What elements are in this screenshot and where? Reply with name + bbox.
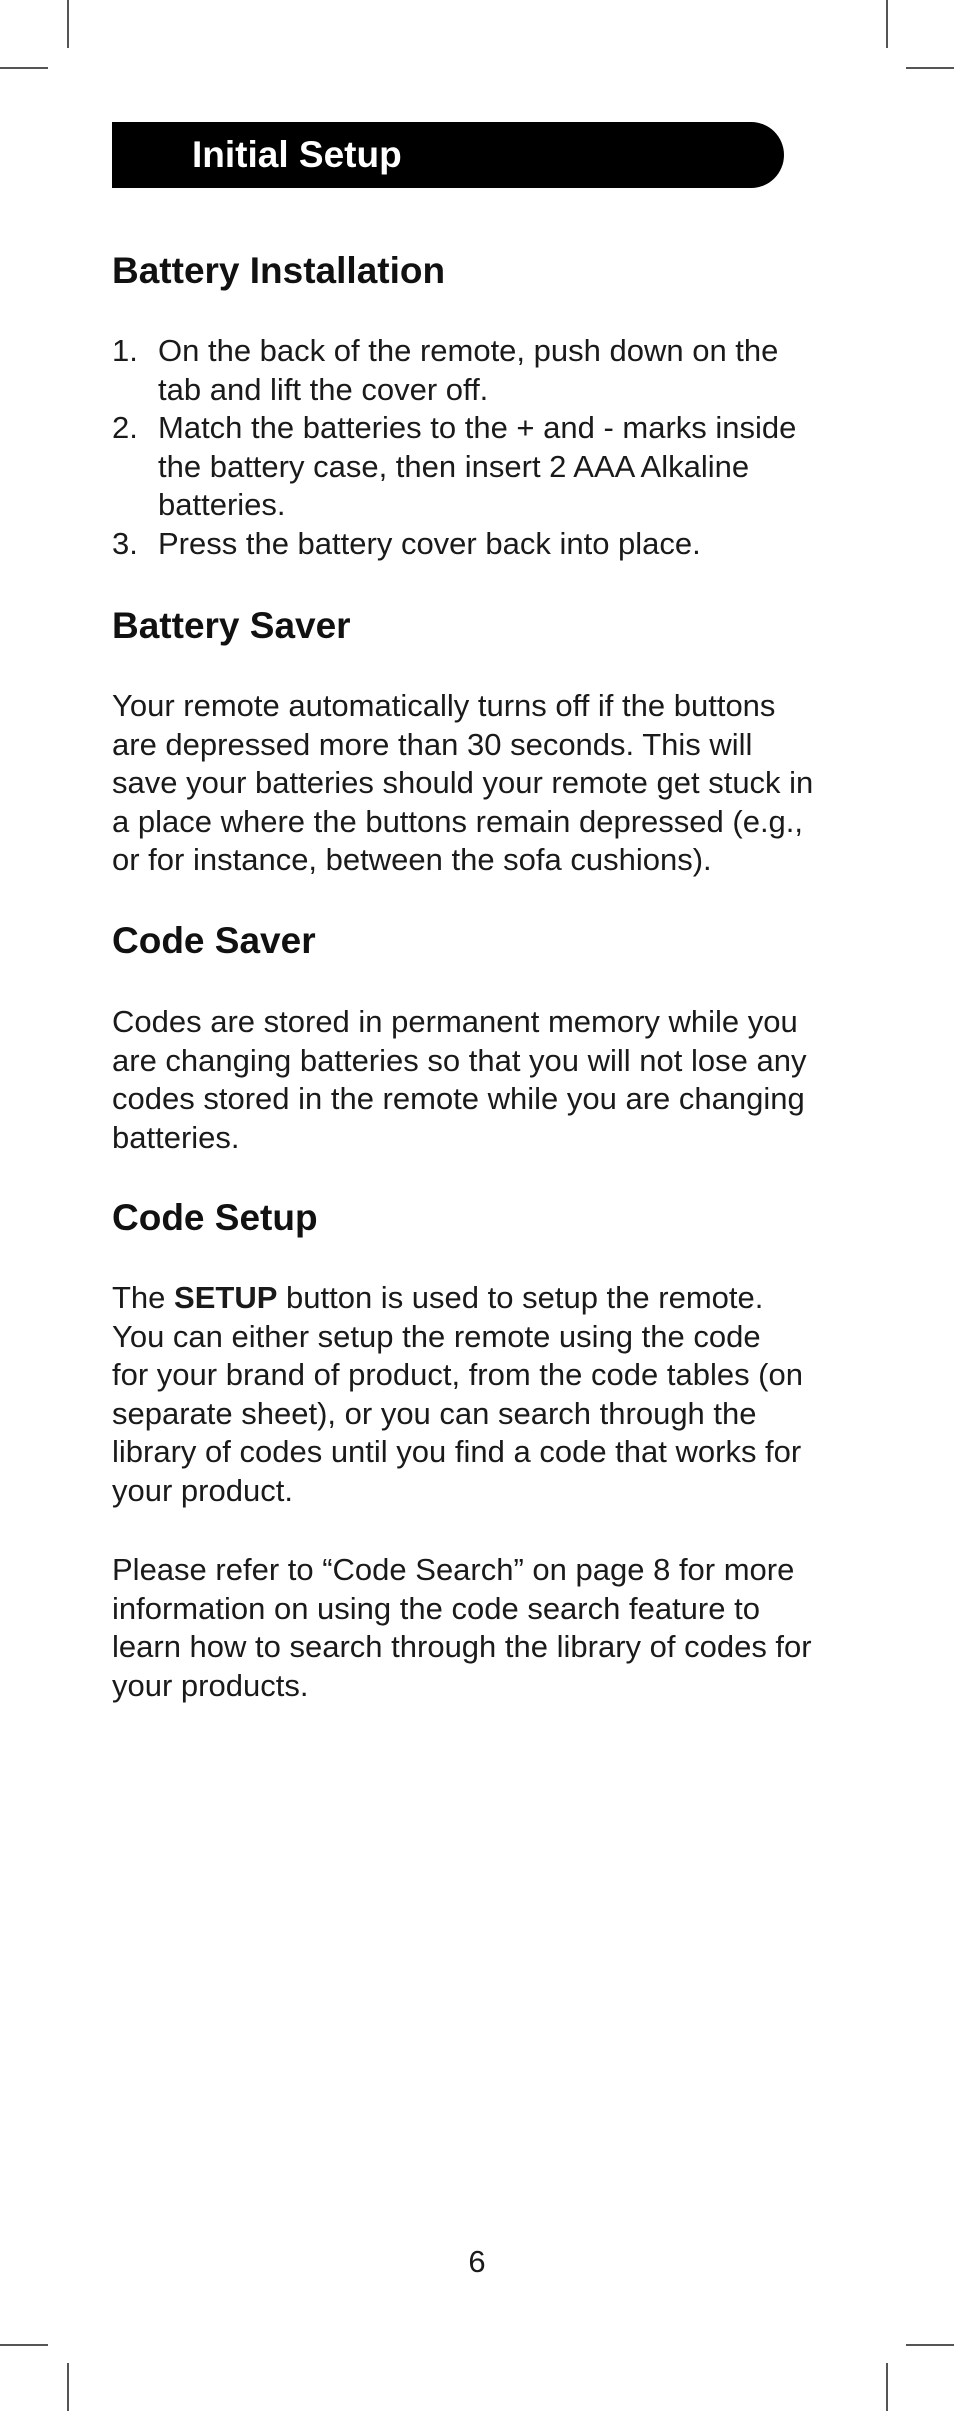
- text-line: batteries.: [112, 1119, 240, 1155]
- step-number: 1.: [112, 333, 138, 368]
- list-item: [112, 409, 852, 525]
- text-fragment: button is used to setup the remote.: [277, 1280, 764, 1315]
- text-line: Your remote automatically turns off if the buttons: [112, 688, 776, 723]
- text-line: are depressed more than 30 seconds. This will: [112, 726, 753, 762]
- page-number: 6: [468, 2244, 486, 2279]
- battery-saver-text: [112, 687, 852, 880]
- crop-mark: [886, 0, 888, 48]
- battery-installation-heading: Battery Installation: [112, 250, 446, 291]
- step-text: tab and lift the cover off.: [158, 371, 489, 407]
- crop-mark: [0, 67, 48, 69]
- step-text: Press the battery cover back into place.: [158, 525, 701, 561]
- code-saver-text: [112, 1003, 852, 1157]
- crop-mark: [67, 0, 69, 48]
- text-line: library of codes until you find a code that works for: [112, 1434, 802, 1469]
- text-line: separate sheet), or you can search through the: [112, 1395, 757, 1431]
- list-item: [112, 332, 852, 409]
- text-line: Codes are stored in permanent memory while you: [112, 1004, 798, 1039]
- step-text: Match the batteries to the + and - marks inside: [158, 410, 797, 445]
- text-line: save your batteries should your remote get stuck in: [112, 765, 814, 800]
- text-line: your product.: [112, 1472, 293, 1508]
- crop-mark: [0, 2344, 48, 2346]
- text-line: You can either setup the remote using the code: [112, 1318, 761, 1354]
- step-text: the battery case, then insert 2 AAA Alkaline: [158, 448, 750, 484]
- list-item: [112, 525, 852, 564]
- crop-mark: [906, 67, 954, 69]
- text-line: learn how to search through the library of codes for: [112, 1629, 812, 1664]
- crop-mark: [886, 2363, 888, 2411]
- text-line: are changing batteries so that you will not lose any: [112, 1042, 807, 1078]
- code-setup-heading: Code Setup: [112, 1197, 318, 1238]
- page-title: Initial Setup: [192, 134, 402, 175]
- text-line: or for instance, between the sofa cushions).: [112, 842, 712, 877]
- step-number: 3.: [112, 525, 138, 561]
- battery-installation-steps: [112, 332, 852, 563]
- text-line: for your brand of product, from the code tables (on: [112, 1357, 803, 1392]
- code-search-reference-text: [112, 1551, 852, 1705]
- text-line: [112, 1279, 852, 1318]
- code-setup-text: [112, 1279, 852, 1510]
- text-line: information on using the code search feature to: [112, 1590, 760, 1626]
- section-header-bar: [112, 122, 784, 188]
- text-line: codes stored in the remote while you are changing: [112, 1081, 805, 1116]
- crop-mark: [67, 2363, 69, 2411]
- battery-saver-heading: Battery Saver: [112, 605, 351, 646]
- setup-keyword: SETUP: [174, 1280, 278, 1315]
- text-fragment: The: [112, 1280, 175, 1315]
- step-number: 2.: [112, 410, 138, 445]
- text-line: a place where the buttons remain depressed (e.g.,: [112, 803, 804, 839]
- step-text: batteries.: [158, 487, 286, 522]
- text-line: your products.: [112, 1667, 309, 1703]
- code-saver-heading: Code Saver: [112, 920, 316, 961]
- step-text: On the back of the remote, push down on the: [158, 333, 779, 368]
- text-line: Please refer to “Code Search” on page 8 for more: [112, 1552, 795, 1587]
- crop-mark: [906, 2344, 954, 2346]
